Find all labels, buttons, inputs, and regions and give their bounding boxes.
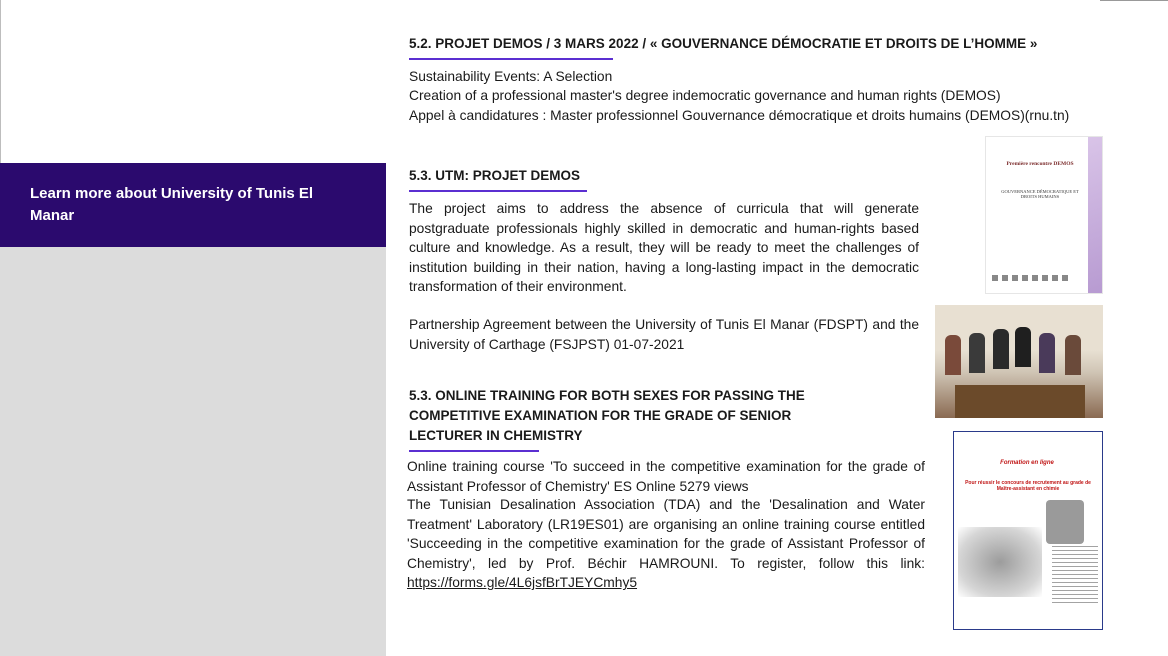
training-poster-image xyxy=(953,431,1103,630)
poster2-portrait xyxy=(1046,500,1084,544)
poster2-hands-graphic xyxy=(958,527,1042,597)
section-5-3-training-line1: Online training course 'To succeed in the competitive examination for the grade of Assistant Professor of Chemistry' ES Online 5279 views xyxy=(407,459,925,494)
photo-person xyxy=(969,333,985,373)
section-5-3-training-underline xyxy=(409,450,539,452)
poster2-text-block xyxy=(1052,546,1098,606)
section-5-3-training-heading: 5.3. ONLINE TRAINING FOR BOTH SEXES FOR PASSING THE COMPETITIVE EXAMINATION FOR THE GRADE OF SENIOR LECTURER IN CHEMISTRY xyxy=(409,388,805,443)
section-5-2-underline xyxy=(409,58,613,60)
section-5-3-training-line2-text: The Tunisian Desalination Association (TDA) and the 'Desalination and Water Treatment' Laboratory (LR19ES01) are organising an online training course entitled 'Succeeding in the competitive examination for the grade of Assistant Professor of Chemistry', led by Prof. Béchir HAMROUNI. To register, follow this link: xyxy=(407,497,925,571)
section-5-3-utm-heading: 5.3. UTM: PROJET DEMOS xyxy=(409,168,581,183)
agreement-signing-photo xyxy=(935,305,1103,418)
photo-person xyxy=(1065,335,1081,375)
section-5-3-utm-paragraph: The project aims to address the absence of curricula that will generate postgraduate professionals highly skilled in democratic and human-rights based culture and knowledge. As a result, they will be ready to meet the challenges of institution building in their nation, having a long-lasting impact in the democratic transformation of their environment. xyxy=(409,201,919,294)
sidebar-top-blank xyxy=(0,0,386,163)
poster2-subtitle: Pour réussir le concours de recrutement au grade de Maître-assistant en chimie xyxy=(965,480,1091,492)
section-5-2-line1: Sustainability Events: A Selection xyxy=(409,69,613,84)
top-border-line xyxy=(1100,0,1168,1)
registration-link[interactable]: https://forms.gle/4L6jsfBrTJEYCmhy5 xyxy=(407,575,638,590)
partnership-agreement-text: Partnership Agreement between the University of Tunis El Manar (FDSPT) and the University of Carthage (FSJPST) 01-07-2021 xyxy=(409,317,919,352)
section-5-2-line2: Creation of a professional master's degree indemocratic governance and human rights (DEMOS) xyxy=(409,88,1001,103)
photo-person xyxy=(993,329,1009,369)
section-5-2-heading: 5.2. PROJET DEMOS / 3 MARS 2022 / « GOUVERNANCE DÉMOCRATIE ET DROITS DE L’HOMME » xyxy=(409,36,1038,51)
sidebar-gray-panel xyxy=(0,247,386,656)
poster1-subtitle: GOUVERNANCE DÉMOCRATIQUE ET DROITS HUMAINS xyxy=(1001,189,1079,199)
section-5-2-line3: Appel à candidatures : Master professionnel Gouvernance démocratique et droits humains (DEMOS)(rnu.tn) xyxy=(409,108,1070,123)
poster1-logos xyxy=(992,275,1072,281)
poster1-title: Première rencontre DEMOS xyxy=(1006,161,1074,167)
poster2-title: Formation en ligne xyxy=(1000,460,1054,466)
demos-poster-image xyxy=(985,136,1103,294)
sidebar-banner-text[interactable]: Learn more about University of Tunis El Manar xyxy=(30,185,314,224)
photo-person xyxy=(1015,327,1031,367)
photo-person xyxy=(1039,333,1055,373)
poster-purple-band xyxy=(1088,137,1102,294)
photo-person xyxy=(945,335,961,375)
section-5-3-training-line2 xyxy=(407,495,925,593)
photo-table xyxy=(955,385,1085,418)
sidebar-banner[interactable] xyxy=(0,163,386,247)
section-5-3-utm-underline xyxy=(409,190,587,192)
